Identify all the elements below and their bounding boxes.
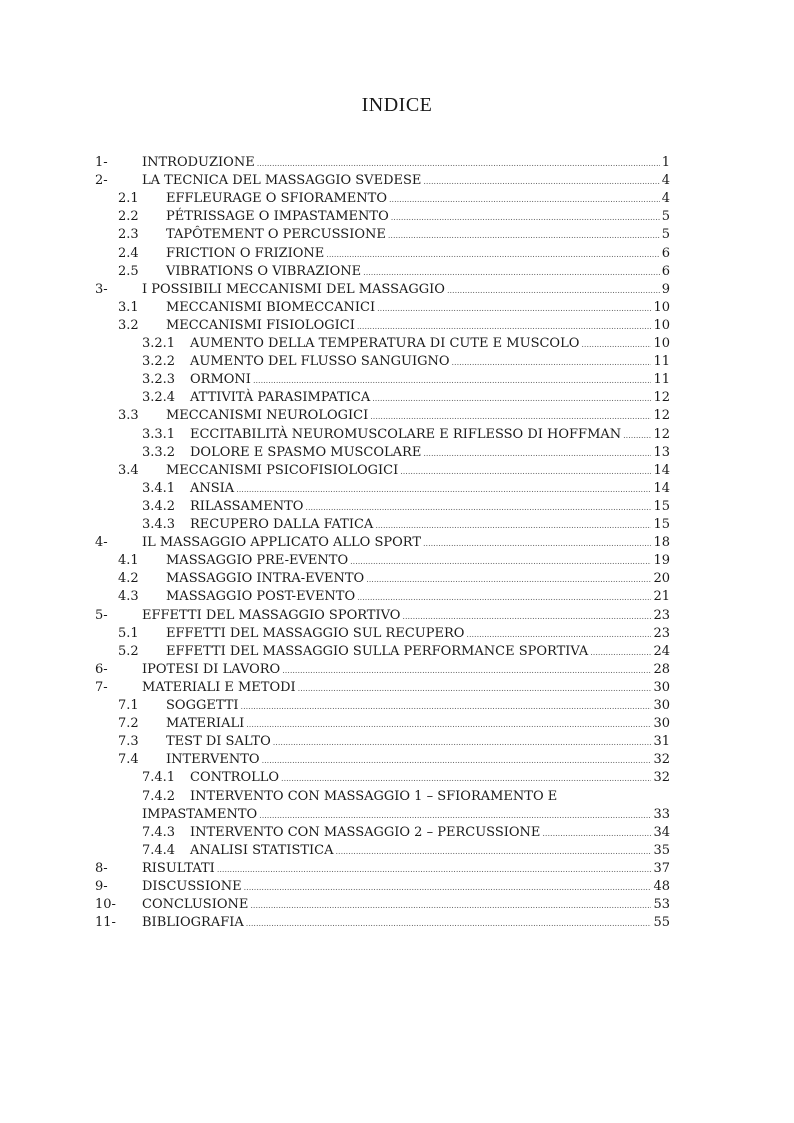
toc-number: 5-	[95, 607, 108, 623]
leader-dots	[350, 553, 651, 571]
toc-label: MATERIALI	[166, 716, 245, 732]
toc-page-number: 28	[653, 661, 670, 677]
toc-row	[0, 733, 794, 751]
toc-page-number: 32	[653, 770, 670, 786]
toc-label: EFFETTI DEL MASSAGGIO SUL RECUPERO	[166, 625, 465, 641]
toc-label: ANALISI STATISTICA	[190, 842, 334, 858]
toc-row	[0, 299, 794, 317]
toc-page-number: 23	[653, 625, 670, 641]
toc-row	[0, 570, 794, 588]
leader-dots	[246, 915, 652, 933]
toc-label: DOLORE E SPASMO MUSCOLARE	[190, 444, 422, 460]
toc-label: ORMONI	[190, 372, 251, 388]
toc-number: 11-	[95, 915, 116, 931]
toc-label: MASSAGGIO INTRA-EVENTO	[166, 571, 365, 587]
toc-row	[0, 625, 794, 643]
toc-label: AUMENTO DEL FLUSSO SANGUIGNO	[190, 354, 450, 370]
toc-number: 2.1	[118, 191, 139, 207]
leader-dots	[282, 662, 651, 680]
leader-dots	[262, 752, 652, 770]
toc-label: TEST DI SALTO	[166, 734, 271, 750]
toc-page-number: 4	[661, 191, 670, 207]
toc-row	[0, 281, 794, 299]
toc-number: 9-	[95, 879, 108, 894]
toc-page-number: 21	[653, 589, 670, 605]
toc-entry	[166, 715, 670, 734]
toc-number: 4.1	[118, 553, 139, 569]
toc-page-number: 12	[653, 408, 670, 424]
toc-number: 3.4.3	[142, 517, 176, 532]
toc-label: ATTIVITÀ PARASIMPATICA	[190, 390, 371, 406]
page-title: INDICE	[361, 94, 433, 116]
toc-label: PÉTRISSAGE O IMPASTAMENTO	[166, 209, 389, 225]
toc-label: MASSAGGIO POST-EVENTO	[166, 589, 356, 605]
toc-row	[0, 534, 794, 552]
toc-row	[0, 444, 794, 462]
leader-dots	[363, 264, 660, 282]
toc-entry	[166, 570, 670, 589]
toc-page-number: 5	[661, 227, 670, 243]
toc-entry	[166, 299, 670, 318]
toc-number: 7-	[95, 679, 108, 695]
toc-row	[0, 190, 794, 208]
toc-row	[0, 697, 794, 715]
toc-entry	[190, 371, 670, 390]
toc-number: 2.5	[118, 263, 139, 279]
leader-dots	[423, 445, 651, 463]
toc-row	[0, 878, 794, 896]
toc-number: 4.3	[118, 589, 139, 605]
toc-label: RISULTATI	[142, 860, 215, 876]
toc-label: RECUPERO DALLA FATICA	[190, 517, 374, 532]
toc-label: INTERVENTO CON MASSAGGIO 1 – SFIORAMENTO E	[190, 788, 558, 804]
toc-number: 7.2	[118, 716, 139, 732]
leader-dots	[241, 698, 652, 716]
toc-entry	[142, 806, 670, 825]
toc-label: IPOTESI DI LAVORO	[142, 661, 281, 677]
toc-page-number: 12	[653, 426, 670, 442]
toc-label: IL MASSAGGIO APPLICATO ALLO SPORT	[142, 535, 421, 551]
toc-page-number: 18	[653, 535, 670, 551]
toc-page-number: 53	[653, 897, 670, 913]
toc-row	[0, 462, 794, 480]
toc-page-number: 13	[653, 444, 670, 460]
toc-page-number: 4	[661, 173, 670, 189]
leader-dots	[357, 318, 652, 336]
toc-number: 7.3	[118, 734, 139, 750]
toc-entry	[142, 281, 670, 300]
leader-dots	[400, 463, 651, 481]
toc-page-number: 12	[653, 390, 670, 406]
toc-entry	[142, 172, 670, 191]
toc-row	[0, 353, 794, 371]
toc-number: 7.4.4	[142, 842, 176, 858]
toc-page-number: 9	[661, 281, 670, 297]
leader-dots	[253, 372, 652, 390]
toc-number: 3.4	[118, 462, 139, 478]
toc-row	[0, 407, 794, 425]
toc-entry	[166, 552, 670, 571]
toc-number: 3.2.2	[142, 354, 176, 370]
toc-row	[0, 607, 794, 625]
toc-row	[0, 208, 794, 226]
toc-row	[0, 154, 794, 172]
toc-label: MECCANISMI BIOMECCANICI	[166, 299, 376, 315]
toc-number: 7.1	[118, 698, 139, 713]
toc-number: 3.3.1	[142, 426, 176, 442]
toc-entry	[166, 190, 670, 209]
toc-page-number: 34	[653, 824, 670, 840]
toc-entry	[190, 842, 670, 861]
toc-label: MASSAGGIO PRE-EVENTO	[166, 553, 349, 569]
toc-label: EFFLEURAGE O SFIORAMENTO	[166, 191, 387, 207]
toc-number: 3.4.2	[142, 498, 176, 514]
toc-entry	[190, 824, 670, 843]
toc-entry	[142, 679, 670, 698]
leader-dots	[259, 807, 651, 825]
toc-row	[0, 516, 794, 534]
toc-page-number: 10	[653, 317, 670, 333]
toc-label: VIBRATIONS O VIBRAZIONE	[166, 263, 362, 279]
toc-entry	[142, 896, 670, 915]
toc-row	[0, 172, 794, 190]
toc-entry	[190, 498, 670, 517]
toc-number: 3.2.4	[142, 390, 176, 406]
toc-number: 3.4.1	[142, 480, 176, 496]
leader-dots	[372, 390, 651, 408]
toc-entry	[142, 878, 670, 897]
toc-number: 3.2.1	[142, 336, 176, 351]
toc-label: ECCITABILITÀ NEUROMUSCOLARE E RIFLESSO DI HOFFMAN	[190, 426, 622, 442]
leader-dots	[244, 879, 652, 897]
toc-row	[0, 715, 794, 733]
leader-dots	[305, 499, 651, 517]
leader-dots	[326, 246, 659, 264]
toc-page-number: 48	[653, 879, 670, 894]
toc-label: EFFETTI DEL MASSAGGIO SULLA PERFORMANCE SPORTIVA	[166, 643, 589, 659]
toc-number: 2.4	[118, 245, 139, 261]
toc-label-continued: IMPASTAMENTO	[142, 806, 258, 822]
toc-page-number: 19	[653, 553, 670, 569]
leader-dots	[423, 535, 651, 553]
toc-entry	[190, 389, 670, 408]
leader-dots	[389, 191, 660, 209]
toc-row	[0, 824, 794, 842]
toc-label: CONTROLLO	[190, 770, 280, 786]
toc-page-number: 5	[661, 209, 670, 225]
toc-number: 3.3	[118, 408, 139, 424]
leader-dots	[375, 517, 651, 535]
leader-dots	[273, 734, 652, 752]
toc-entry	[142, 860, 670, 879]
toc-entry	[166, 208, 670, 227]
toc-number: 4.2	[118, 571, 139, 587]
leader-dots	[336, 843, 652, 861]
toc-entry	[190, 480, 670, 499]
toc-number: 3.1	[118, 299, 139, 315]
leader-dots	[590, 644, 651, 662]
toc-number: 5.1	[118, 625, 139, 641]
leader-dots	[452, 354, 652, 372]
toc-label: RILASSAMENTO	[190, 498, 304, 514]
leader-dots	[402, 608, 651, 626]
toc-row	[0, 498, 794, 516]
toc-entry	[166, 407, 670, 426]
leader-dots	[388, 227, 660, 245]
toc-entry	[166, 263, 670, 282]
toc-row	[0, 860, 794, 878]
toc-entry	[142, 154, 670, 173]
toc-label: TAPÔTEMENT O PERCUSSIONE	[166, 227, 386, 243]
toc-label: MECCANISMI FISIOLOGICI	[166, 317, 355, 333]
toc-row	[0, 896, 794, 914]
toc-row	[0, 245, 794, 263]
toc-row	[0, 788, 794, 806]
toc-number: 10-	[95, 897, 116, 913]
toc-label: MECCANISMI NEUROLOGICI	[166, 408, 369, 424]
toc-number: 5.2	[118, 643, 139, 659]
toc-label: AUMENTO DELLA TEMPERATURA DI CUTE E MUSCOLO	[190, 336, 580, 351]
toc-page-number: 15	[653, 517, 670, 532]
toc-page-number: 33	[653, 806, 670, 822]
toc-label: CONCLUSIONE	[142, 897, 249, 913]
toc-entry	[190, 426, 670, 445]
toc-label: LA TECNICA DEL MASSAGGIO SVEDESE	[142, 173, 422, 189]
toc-entry	[166, 588, 670, 607]
toc-label: ANSIA	[190, 480, 235, 496]
toc-number: 1-	[95, 155, 108, 170]
toc-page-number: 35	[653, 842, 670, 858]
toc-row	[0, 552, 794, 570]
toc-label: I POSSIBILI MECCANISMI DEL MASSAGGIO	[142, 281, 445, 297]
toc-page-number: 30	[653, 698, 670, 713]
toc-number: 3-	[95, 281, 108, 297]
toc-row	[0, 661, 794, 679]
leader-dots	[298, 680, 652, 698]
toc-label: INTERVENTO	[166, 752, 260, 768]
leader-dots	[623, 427, 651, 445]
toc-page-number: 11	[653, 354, 670, 370]
toc-row	[0, 426, 794, 444]
toc-number: 7.4	[118, 752, 139, 768]
toc-row-continued	[0, 806, 794, 824]
leader-dots	[236, 481, 651, 499]
toc-label: DISCUSSIONE	[142, 879, 242, 894]
toc-label: FRICTION O FRIZIONE	[166, 245, 325, 261]
toc-entry	[190, 335, 670, 354]
leader-dots	[391, 209, 660, 227]
toc-entry	[166, 751, 670, 770]
leader-dots	[581, 336, 651, 354]
toc-number: 3.2.3	[142, 372, 176, 388]
toc-number: 7.4.3	[142, 824, 176, 840]
toc-label: EFFETTI DEL MASSAGGIO SPORTIVO	[142, 607, 401, 623]
leader-dots	[466, 626, 651, 644]
toc-entry	[166, 245, 670, 264]
leader-dots	[250, 897, 651, 915]
toc-row	[0, 371, 794, 389]
toc-label: BIBLIOGRAFIA	[142, 915, 244, 931]
toc-entry	[166, 643, 670, 662]
toc-entry	[190, 769, 670, 788]
toc-page-number: 32	[653, 752, 670, 768]
toc-page-number: 37	[653, 860, 670, 876]
toc-page-number: 14	[653, 462, 670, 478]
toc-number: 2.3	[118, 227, 139, 243]
toc-row	[0, 389, 794, 407]
toc-number: 7.4.1	[142, 770, 176, 786]
toc-label: INTERVENTO CON MASSAGGIO 2 – PERCUSSIONE	[190, 824, 541, 840]
toc-page-number: 30	[653, 679, 670, 695]
toc-number: 3.3.2	[142, 444, 176, 460]
toc-label: MECCANISMI PSICOFISIOLOGICI	[166, 462, 399, 478]
toc-row	[0, 679, 794, 697]
leader-dots	[423, 173, 659, 191]
toc-number: 3.2	[118, 317, 139, 333]
toc-page-number: 30	[653, 716, 670, 732]
toc-row	[0, 263, 794, 281]
toc-entry	[142, 661, 670, 680]
toc-number: 2-	[95, 173, 108, 189]
leader-dots	[366, 571, 651, 589]
toc-page-number: 23	[653, 607, 670, 623]
toc-page-number: 11	[653, 372, 670, 388]
toc-entry	[166, 462, 670, 481]
toc-page-number: 31	[653, 734, 670, 750]
toc-entry	[166, 625, 670, 644]
toc-label: SOGGETTI	[166, 698, 239, 713]
toc-label: INTRODUZIONE	[142, 155, 255, 170]
toc-entry	[142, 607, 670, 626]
toc-number: 8-	[95, 860, 108, 876]
toc-entry	[166, 317, 670, 336]
toc-row	[0, 751, 794, 769]
leader-dots	[281, 770, 651, 788]
leader-dots	[257, 155, 660, 173]
toc-entry	[166, 226, 670, 245]
leader-dots	[447, 282, 660, 300]
toc-row	[0, 588, 794, 606]
toc-page-number: 6	[661, 263, 670, 279]
toc-row	[0, 914, 794, 932]
toc-number: 4-	[95, 535, 108, 551]
toc-entry	[166, 733, 670, 752]
toc-entry	[190, 353, 670, 372]
toc-page-number: 15	[653, 498, 670, 514]
toc-row	[0, 226, 794, 244]
leader-dots	[542, 825, 651, 843]
leader-dots	[246, 716, 651, 734]
leader-dots	[357, 589, 651, 607]
toc-row	[0, 317, 794, 335]
toc-page-number: 6	[661, 245, 670, 261]
toc-row	[0, 769, 794, 787]
toc-label: MATERIALI E METODI	[142, 679, 296, 695]
toc-number: 7.4.2	[142, 788, 176, 804]
toc-entry	[142, 534, 670, 553]
toc-number: 6-	[95, 661, 108, 677]
toc-number: 2.2	[118, 209, 139, 225]
leader-dots	[370, 408, 651, 426]
toc-entry	[142, 914, 670, 933]
leader-dots	[217, 861, 652, 879]
toc-row	[0, 335, 794, 353]
leader-dots	[377, 300, 651, 318]
toc-entry	[190, 516, 670, 535]
toc-page-number: 55	[653, 915, 670, 931]
toc-entry	[190, 444, 670, 463]
toc-page-number: 14	[653, 480, 670, 496]
toc-row	[0, 842, 794, 860]
toc-row	[0, 480, 794, 498]
toc-page-number: 24	[653, 643, 670, 659]
toc-page-number: 10	[653, 336, 670, 351]
toc-page-number: 20	[653, 571, 670, 587]
toc-page-number: 10	[653, 299, 670, 315]
toc-row	[0, 643, 794, 661]
toc-entry	[166, 697, 670, 716]
toc-page-number: 1	[661, 155, 670, 170]
